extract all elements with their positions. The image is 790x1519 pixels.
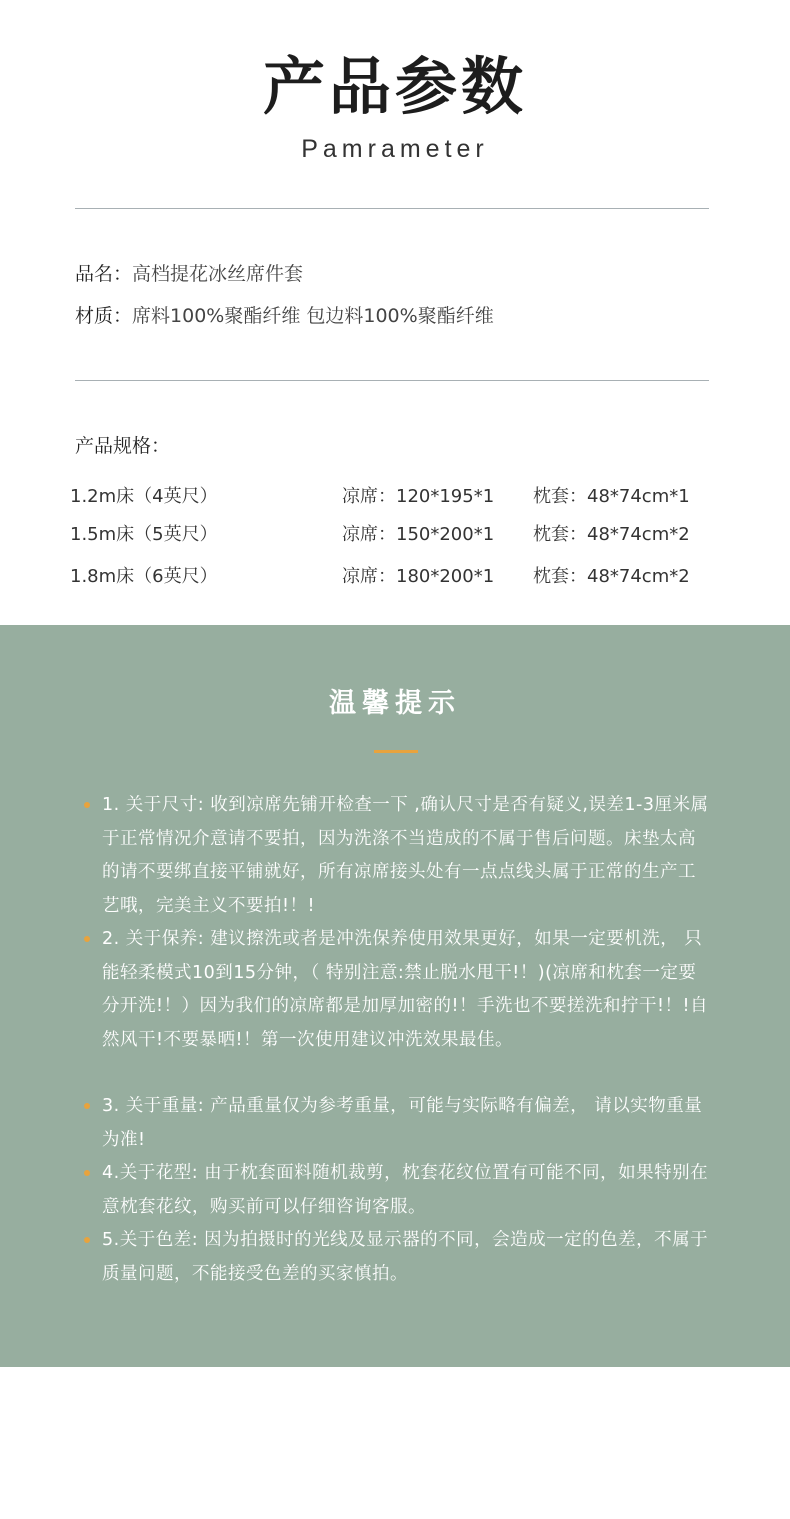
spec-size: 1.8m床（6英尺） bbox=[70, 566, 218, 587]
divider-middle bbox=[75, 380, 709, 381]
spec-mat: 凉席：150*200*1 bbox=[342, 524, 495, 545]
bottom-blank-area bbox=[0, 1367, 790, 1519]
tip-size: 1. 关于尺寸: 收到凉席先铺开检查一下 ,确认尺寸是否有疑义,误差1-3厘米属于正常情况介意请不要拍，因为洗涤不当造成的不属于售后问题。床垫太高的请不要绑直接平铺就好，所有凉席接头处有一点点线头属于正常的生产工艺哦，完美主义不要拍!！! bbox=[102, 795, 709, 916]
parameters-section bbox=[0, 0, 790, 625]
bullet-icon bbox=[84, 1170, 90, 1176]
product-name-label: 品名： bbox=[75, 263, 133, 285]
bullet-icon bbox=[84, 1103, 90, 1109]
spec-row bbox=[0, 564, 790, 590]
product-name-value: 高档提花冰丝席件套 bbox=[132, 263, 304, 285]
tips-section bbox=[0, 625, 790, 1367]
spec-pillow: 枕套：48*74cm*2 bbox=[533, 524, 690, 545]
material-label: 材质： bbox=[75, 305, 133, 327]
spec-size: 1.2m床（4英尺） bbox=[70, 486, 218, 507]
tips-title: 温馨提示 bbox=[329, 688, 461, 719]
tips-title-underline bbox=[374, 750, 418, 753]
divider-top bbox=[75, 208, 709, 209]
bullet-icon bbox=[84, 802, 90, 808]
spec-row bbox=[0, 484, 790, 510]
bullet-icon bbox=[84, 936, 90, 942]
product-name-row bbox=[75, 262, 303, 286]
spec-mat: 凉席：120*195*1 bbox=[342, 486, 495, 507]
material-row bbox=[75, 304, 494, 328]
tip-weight: 3. 关于重量: 产品重量仅为参考重量，可能与实际略有偏差， 请以实物重量为准! bbox=[102, 1096, 703, 1150]
page-title: 产品参数 bbox=[262, 50, 527, 123]
spec-pillow: 枕套：48*74cm*2 bbox=[533, 566, 690, 587]
page-subtitle: Pamrameter bbox=[301, 135, 489, 163]
spec-mat: 凉席：180*200*1 bbox=[342, 566, 495, 587]
tip-pattern: 4.关于花型: 由于枕套面料随机裁剪，枕套花纹位置有可能不同，如果特别在意枕套花纹，购买前可以仔细咨询客服。 bbox=[102, 1163, 709, 1217]
material-value: 席料100%聚酯纤维 包边料100%聚酯纤维 bbox=[132, 305, 494, 327]
tip-care: 2. 关于保养: 建议擦洗或者是冲洗保养使用效果更好，如果一定要机洗， 只能轻柔模式10到15分钟，（ 特别注意:禁止脱水甩干!！)(凉席和枕套一定要分开洗!！）因为我们的凉席都是加厚加密的!！手洗也不要搓洗和拧干!！!自然风干!不要暴晒!！第一次使用建议冲洗效果最佳。 bbox=[102, 929, 709, 1050]
tip-color: 5.关于色差: 因为拍摄时的光线及显示器的不同，会造成一定的色差，不属于质量问题，不能接受色差的买家慎拍。 bbox=[102, 1230, 709, 1284]
spec-size: 1.5m床（5英尺） bbox=[70, 524, 218, 545]
bullet-icon bbox=[84, 1237, 90, 1243]
spec-row bbox=[0, 522, 790, 548]
spec-heading: 产品规格： bbox=[75, 435, 171, 457]
spec-pillow: 枕套：48*74cm*1 bbox=[533, 486, 690, 507]
